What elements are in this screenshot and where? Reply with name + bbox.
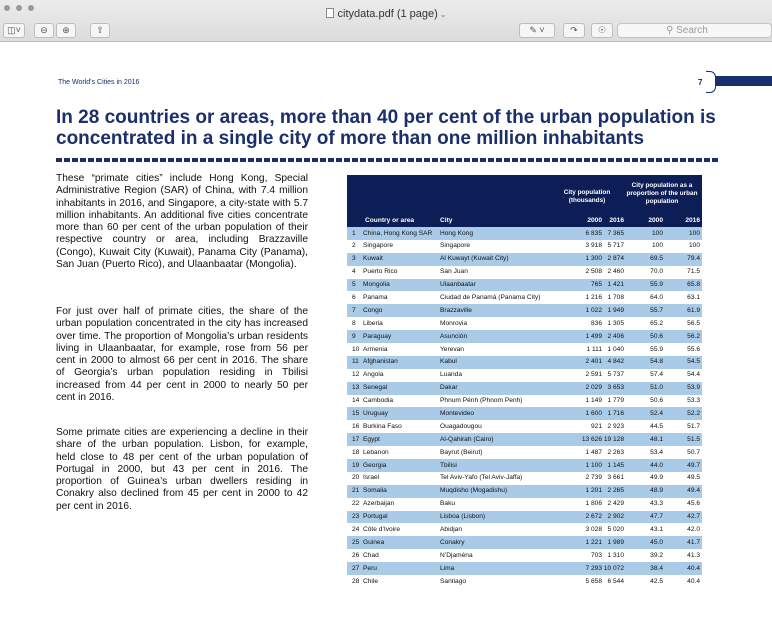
- search-icon: ⚲: [666, 25, 674, 36]
- pop-2000-cell: 1 806: [585, 500, 602, 508]
- table-row: [347, 562, 702, 575]
- window-titlebar: [0, 0, 772, 42]
- share-2016-cell: 61.9: [687, 306, 700, 314]
- pop-2000-cell: 1 100: [585, 461, 602, 469]
- row-number: 22: [352, 500, 360, 508]
- pop-2016-cell: 1 421: [607, 281, 624, 289]
- pop-2000-cell: 1 487: [585, 448, 602, 456]
- row-number: 25: [352, 538, 360, 546]
- city-cell: Lima: [440, 564, 455, 572]
- table-row: [347, 498, 702, 511]
- city-cell: Muqdisho (Mogadishu): [440, 487, 508, 495]
- table-row: [347, 266, 702, 279]
- pop-2000-cell: 3 028: [585, 525, 602, 533]
- city-cell: Al-Qahirah (Cairo): [440, 435, 494, 443]
- country-cell: Uruguay: [363, 409, 388, 417]
- country-cell: Chile: [363, 577, 379, 585]
- city-cell: Ouagadougou: [440, 422, 482, 430]
- row-number: 9: [352, 332, 356, 340]
- markup-toolbar-button[interactable]: [591, 23, 613, 38]
- row-number: 5: [352, 281, 356, 289]
- col-pop-2016: 2016: [609, 217, 624, 224]
- country-cell: Liberia: [363, 319, 383, 327]
- table-row: [347, 446, 702, 459]
- city-cell: Kabul: [440, 358, 457, 366]
- country-cell: Egypt: [363, 435, 380, 443]
- table-row: [347, 304, 702, 317]
- share-2000-cell: 57.4: [650, 371, 663, 379]
- city-cell: Montevideo: [440, 409, 475, 417]
- rotate-icon: ↷: [570, 25, 578, 35]
- pop-2000-cell: 1 149: [585, 397, 602, 405]
- city-cell: Yerevan: [440, 345, 464, 353]
- country-cell: China, Hong Kong SAR: [363, 229, 433, 237]
- pop-2016-cell: 1 949: [607, 306, 624, 314]
- city-cell: Baku: [440, 500, 456, 508]
- country-cell: Peru: [363, 564, 377, 572]
- pop-2016-cell: 5 737: [607, 371, 624, 379]
- table-row: [347, 485, 702, 498]
- headline-rule: [56, 158, 718, 162]
- row-number: 17: [352, 435, 360, 443]
- country-cell: Somalia: [363, 487, 387, 495]
- zoom-in-icon: ⊕: [62, 25, 70, 35]
- share-2000-cell: 43.1: [650, 525, 663, 533]
- primate-cities-table: [347, 175, 702, 588]
- row-number: 4: [352, 268, 356, 276]
- pop-2000-cell: 3 918: [585, 242, 602, 250]
- pop-2016-cell: 3 661: [607, 474, 624, 482]
- zoom-in-button[interactable]: [56, 23, 76, 38]
- country-cell: Congo: [363, 306, 383, 314]
- share-2016-cell: 53.3: [687, 397, 700, 405]
- share-2000-cell: 48.1: [650, 435, 663, 443]
- table-group-header: [347, 175, 702, 215]
- pop-2000-cell: 921: [590, 422, 602, 430]
- share-2000-cell: 44.0: [650, 461, 663, 469]
- col-country: Country or area: [365, 217, 415, 224]
- share-2016-cell: 54.4: [687, 371, 700, 379]
- share-2016-cell: 49.7: [687, 461, 700, 469]
- row-number: 12: [352, 371, 360, 379]
- pop-2000-cell: 1 221: [585, 538, 602, 546]
- row-number: 7: [352, 306, 356, 314]
- share-2000-cell: 42.5: [650, 577, 663, 585]
- pop-2016-cell: 5 717: [607, 242, 624, 250]
- page-headline: In 28 countries or areas, more than 40 per cent of the urban population is concentrated in a single city of more than one million inhabitants: [56, 107, 716, 149]
- row-number: 23: [352, 513, 360, 521]
- country-cell: Armenia: [363, 345, 388, 353]
- city-cell: Monrovia: [440, 319, 468, 327]
- pop-2016-cell: 2 923: [607, 422, 624, 430]
- pop-2016-cell: 5 020: [607, 525, 624, 533]
- paragraph-1: These “primate cities” include Hong Kong, Special Administrative Region (SAR) of China, with 7.4 million inhabitants in 2016, and Singapore, a city-state with 5.7 million inhabitants. An additional five cities concentrate more than 60 per cent of the urban population of their respective country or area, including Brazzaville (Congo), Kuwait City (Kuwait), Panama City (Panama), San Juan (Puerto Rico), and Ulaanbaatar (Mongolia).: [56, 173, 308, 271]
- table-row: [347, 330, 702, 343]
- row-number: 1: [352, 229, 356, 237]
- table-row: [347, 407, 702, 420]
- share-icon: ⇧: [96, 25, 104, 35]
- country-cell: Côte d’Ivoire: [363, 525, 401, 533]
- pop-2016-cell: 6 544: [607, 577, 624, 585]
- country-cell: Senegal: [363, 384, 388, 392]
- share-2000-cell: 70.0: [650, 268, 663, 276]
- city-cell: Luanda: [440, 371, 463, 379]
- running-header: The World’s Cities in 2016: [58, 79, 140, 86]
- country-cell: Cambodia: [363, 397, 394, 405]
- table-row: [347, 549, 702, 562]
- header-city-share: City population as a proportion of the urban population: [626, 182, 698, 205]
- row-number: 3: [352, 255, 356, 263]
- city-cell: Santiago: [440, 577, 467, 585]
- country-cell: Azerbaijan: [363, 500, 395, 508]
- pop-2000-cell: 7 293: [585, 564, 602, 572]
- pop-2016-cell: 2 874: [607, 255, 624, 263]
- share-2000-cell: 49.9: [650, 474, 663, 482]
- country-cell: Burkina Faso: [363, 422, 402, 430]
- table-row: [347, 420, 702, 433]
- share-2016-cell: 71.5: [687, 268, 700, 276]
- share-2016-cell: 54.5: [687, 358, 700, 366]
- pop-2000-cell: 1 216: [585, 293, 602, 301]
- share-2016-cell: 50.7: [687, 448, 700, 456]
- city-cell: Brazzaville: [440, 306, 472, 314]
- share-2016-cell: 49.5: [687, 474, 700, 482]
- pop-2016-cell: 1 145: [607, 461, 624, 469]
- pop-2016-cell: 4 842: [607, 358, 624, 366]
- table-row: [347, 253, 702, 266]
- share-2016-cell: 100: [688, 242, 700, 250]
- share-2000-cell: 55.9: [650, 281, 663, 289]
- row-number: 26: [352, 551, 360, 559]
- row-number: 19: [352, 461, 360, 469]
- city-cell: Lisboa (Lisbon): [440, 513, 486, 521]
- city-cell: N’Djaména: [440, 551, 473, 559]
- search-placeholder: Search: [676, 25, 708, 36]
- col-pop-2000: 2000: [587, 217, 602, 224]
- table-row: [347, 511, 702, 524]
- share-2000-cell: 100: [651, 242, 663, 250]
- row-number: 8: [352, 319, 356, 327]
- table-row: [347, 227, 702, 240]
- pop-2016-cell: 7 365: [607, 229, 624, 237]
- city-cell: Tel Aviv-Yafo (Tel Aviv-Jaffa): [440, 474, 523, 482]
- share-2000-cell: 69.5: [650, 255, 663, 263]
- col-share-2016: 2016: [685, 217, 700, 224]
- city-cell: Hong Kong: [440, 229, 473, 237]
- table-row: [347, 291, 702, 304]
- share-2016-cell: 53.9: [687, 384, 700, 392]
- share-2000-cell: 50.6: [650, 332, 663, 340]
- share-2000-cell: 38.4: [650, 564, 663, 572]
- pdf-file-icon: [326, 8, 334, 18]
- row-number: 13: [352, 384, 360, 392]
- table-row: [347, 536, 702, 549]
- table-row: [347, 382, 702, 395]
- share-2016-cell: 49.4: [687, 487, 700, 495]
- window-title-text: citydata.pdf (1 page): [337, 8, 438, 20]
- pop-2000-cell: 703: [590, 551, 602, 559]
- pop-2000-cell: 2 508: [585, 268, 602, 276]
- table-row: [347, 472, 702, 485]
- row-number: 2: [352, 242, 356, 250]
- paragraph-2: For just over half of primate cities, the share of the urban population concentrated in the city has increased over time. The proportion of Mongolia’s urban residents living in Ulaanbaatar, for example, rose from 56 per cent in 2000 to almost 66 per cent in 2016. The share of Georgia’s urban population residing in Tbilisi increased from 44 per cent in 2000 to nearly 50 per cent in 2016.: [56, 306, 308, 404]
- sidebar-icon: ◫˅: [7, 25, 21, 35]
- pop-2000-cell: 13 626: [581, 435, 602, 443]
- share-2016-cell: 42.0: [687, 525, 700, 533]
- share-2016-cell: 51.5: [687, 435, 700, 443]
- pop-2016-cell: 1 040: [607, 345, 624, 353]
- share-2000-cell: 51.0: [650, 384, 663, 392]
- country-cell: Panama: [363, 293, 388, 301]
- pop-2016-cell: 2 265: [607, 487, 624, 495]
- table-column-header: [347, 215, 702, 227]
- city-cell: Singapore: [440, 242, 471, 250]
- share-2016-cell: 41.7: [687, 538, 700, 546]
- markup-icon: ☉: [597, 25, 607, 35]
- city-cell: Al Kuwayt (Kuwait City): [440, 255, 509, 263]
- col-city: City: [440, 217, 453, 224]
- table-row: [347, 317, 702, 330]
- share-2000-cell: 53.4: [650, 448, 663, 456]
- pop-2016-cell: 2 263: [607, 448, 624, 456]
- share-2016-cell: 79.4: [687, 255, 700, 263]
- table-row: [347, 240, 702, 253]
- country-cell: Guinea: [363, 538, 385, 546]
- pop-2000-cell: 1 201: [585, 487, 602, 495]
- row-number: 28: [352, 577, 360, 585]
- window-title[interactable]: [0, 8, 772, 20]
- row-number: 15: [352, 409, 360, 417]
- city-cell: Bayrut (Beirut): [440, 448, 483, 456]
- city-cell: Ciudad de Panamá (Panama City): [440, 293, 541, 301]
- pop-2016-cell: 3 653: [607, 384, 624, 392]
- pen-icon: ✎ ˅: [529, 25, 545, 35]
- pop-2000-cell: 2 401: [585, 358, 602, 366]
- paragraph-3: Some primate cities are experiencing a decline in their share of the urban population. Lisbon, for example, held close to 48 per cent of the urban population of Portugal in 2000, but 43 per cent in 2016. The proportion of Guinea’s urban dwellers residing in Conakry also declined from 45 per cent in 2000 to 42 per cent in 2016.: [56, 427, 308, 512]
- country-cell: Israel: [363, 474, 380, 482]
- table-row: [347, 356, 702, 369]
- pop-2000-cell: 6 835: [585, 229, 602, 237]
- share-2016-cell: 100: [688, 229, 700, 237]
- share-2000-cell: 52.4: [650, 409, 663, 417]
- table-body: [347, 227, 702, 588]
- page-number-bracket: [706, 71, 716, 93]
- table-row: [347, 279, 702, 292]
- share-2000-cell: 65.2: [650, 319, 663, 327]
- pop-2016-cell: 1 989: [607, 538, 624, 546]
- pop-2000-cell: 1 111: [586, 345, 602, 353]
- pop-2016-cell: 2 460: [607, 268, 624, 276]
- share-button[interactable]: [90, 23, 110, 38]
- pop-2016-cell: 1 716: [607, 409, 624, 417]
- share-2000-cell: 47.7: [650, 513, 663, 521]
- header-city-population: City population (thousands): [563, 189, 611, 204]
- sidebar-toggle-button[interactable]: [3, 23, 25, 38]
- zoom-out-button[interactable]: [34, 23, 54, 38]
- row-number: 18: [352, 448, 360, 456]
- pop-2000-cell: 765: [590, 281, 602, 289]
- col-share-2000: 2000: [648, 217, 663, 224]
- row-number: 11: [352, 358, 359, 366]
- row-number: 16: [352, 422, 360, 430]
- country-cell: Portugal: [363, 513, 388, 521]
- share-2016-cell: 65.8: [687, 281, 700, 289]
- row-number: 14: [352, 397, 360, 405]
- zoom-out-icon: ⊖: [40, 25, 48, 35]
- country-cell: Mongolia: [363, 281, 390, 289]
- table-row: [347, 369, 702, 382]
- share-2016-cell: 56.5: [687, 319, 700, 327]
- pop-2016-cell: 2 429: [607, 500, 624, 508]
- share-2016-cell: 52.2: [687, 409, 700, 417]
- row-number: 6: [352, 293, 356, 301]
- pop-2000-cell: 836: [590, 319, 602, 327]
- city-cell: Ulaanbaatar: [440, 281, 476, 289]
- pop-2016-cell: 2 902: [607, 513, 624, 521]
- rotate-button[interactable]: [563, 23, 585, 38]
- country-cell: Singapore: [363, 242, 394, 250]
- pop-2016-cell: 1 779: [607, 397, 624, 405]
- pop-2000-cell: 1 022: [585, 306, 602, 314]
- share-2016-cell: 41.3: [687, 551, 700, 559]
- search-field[interactable]: [617, 23, 772, 38]
- share-2016-cell: 42.7: [687, 513, 700, 521]
- share-2000-cell: 55.9: [650, 345, 663, 353]
- pop-2016-cell: 2 406: [607, 332, 624, 340]
- share-2000-cell: 48.9: [650, 487, 663, 495]
- city-cell: Conakry: [440, 538, 465, 546]
- page-number: 7: [698, 78, 703, 87]
- pop-2000-cell: 1 300: [585, 255, 602, 263]
- city-cell: Dakar: [440, 384, 458, 392]
- share-2016-cell: 63.1: [687, 293, 700, 301]
- pop-2000-cell: 1 499: [585, 332, 602, 340]
- share-2016-cell: 40.4: [687, 577, 700, 585]
- country-cell: Lebanon: [363, 448, 389, 456]
- city-cell: Asunción: [440, 332, 468, 340]
- country-cell: Afghanistan: [363, 358, 398, 366]
- pop-2000-cell: 2 739: [585, 474, 602, 482]
- table-row: [347, 395, 702, 408]
- header-tab-bar: [716, 76, 772, 86]
- pop-2016-cell: 1 708: [607, 293, 624, 301]
- row-number: 27: [352, 564, 360, 572]
- city-cell: San Juan: [440, 268, 468, 276]
- pop-2000-cell: 2 591: [585, 371, 602, 379]
- chevron-down-icon: ⌄: [439, 10, 447, 19]
- pop-2000-cell: 1 600: [585, 409, 602, 417]
- share-2016-cell: 51.7: [687, 422, 700, 430]
- country-cell: Puerto Rico: [363, 268, 398, 276]
- country-cell: Paraguay: [363, 332, 392, 340]
- table-row: [347, 433, 702, 446]
- share-2000-cell: 54.8: [650, 358, 663, 366]
- share-2016-cell: 45.6: [687, 500, 700, 508]
- pop-2016-cell: 19 128: [603, 435, 624, 443]
- row-number: 10: [352, 345, 360, 353]
- pop-2016-cell: 10 072: [603, 564, 624, 572]
- city-cell: Phnum Pénh (Phnom Penh): [440, 397, 523, 405]
- table-row: [347, 575, 702, 588]
- country-cell: Georgia: [363, 461, 387, 469]
- share-2000-cell: 45.0: [650, 538, 663, 546]
- share-2000-cell: 43.3: [650, 500, 663, 508]
- city-cell: Tbilisi: [440, 461, 457, 469]
- table-row: [347, 523, 702, 536]
- markup-pen-button[interactable]: [519, 23, 555, 38]
- share-2000-cell: 100: [651, 229, 663, 237]
- city-cell: Abidjan: [440, 525, 462, 533]
- pop-2016-cell: 1 310: [607, 551, 624, 559]
- table-row: [347, 459, 702, 472]
- share-2016-cell: 56.2: [687, 332, 700, 340]
- country-cell: Angola: [363, 371, 384, 379]
- share-2000-cell: 44.5: [650, 422, 663, 430]
- country-cell: Chad: [363, 551, 379, 559]
- share-2000-cell: 50.6: [650, 397, 663, 405]
- pdf-page: [0, 43, 772, 634]
- row-number: 24: [352, 525, 360, 533]
- table-row: [347, 343, 702, 356]
- row-number: 20: [352, 474, 360, 482]
- pop-2000-cell: 5 658: [585, 577, 602, 585]
- share-2000-cell: 64.0: [650, 293, 663, 301]
- share-2016-cell: 40.4: [687, 564, 700, 572]
- row-number: 21: [352, 487, 360, 495]
- pop-2000-cell: 2 029: [585, 384, 602, 392]
- share-2000-cell: 55.7: [650, 306, 663, 314]
- pop-2016-cell: 1 305: [607, 319, 624, 327]
- share-2000-cell: 39.2: [650, 551, 663, 559]
- pop-2000-cell: 2 672: [585, 513, 602, 521]
- country-cell: Kuwait: [363, 255, 383, 263]
- share-2016-cell: 55.6: [687, 345, 700, 353]
